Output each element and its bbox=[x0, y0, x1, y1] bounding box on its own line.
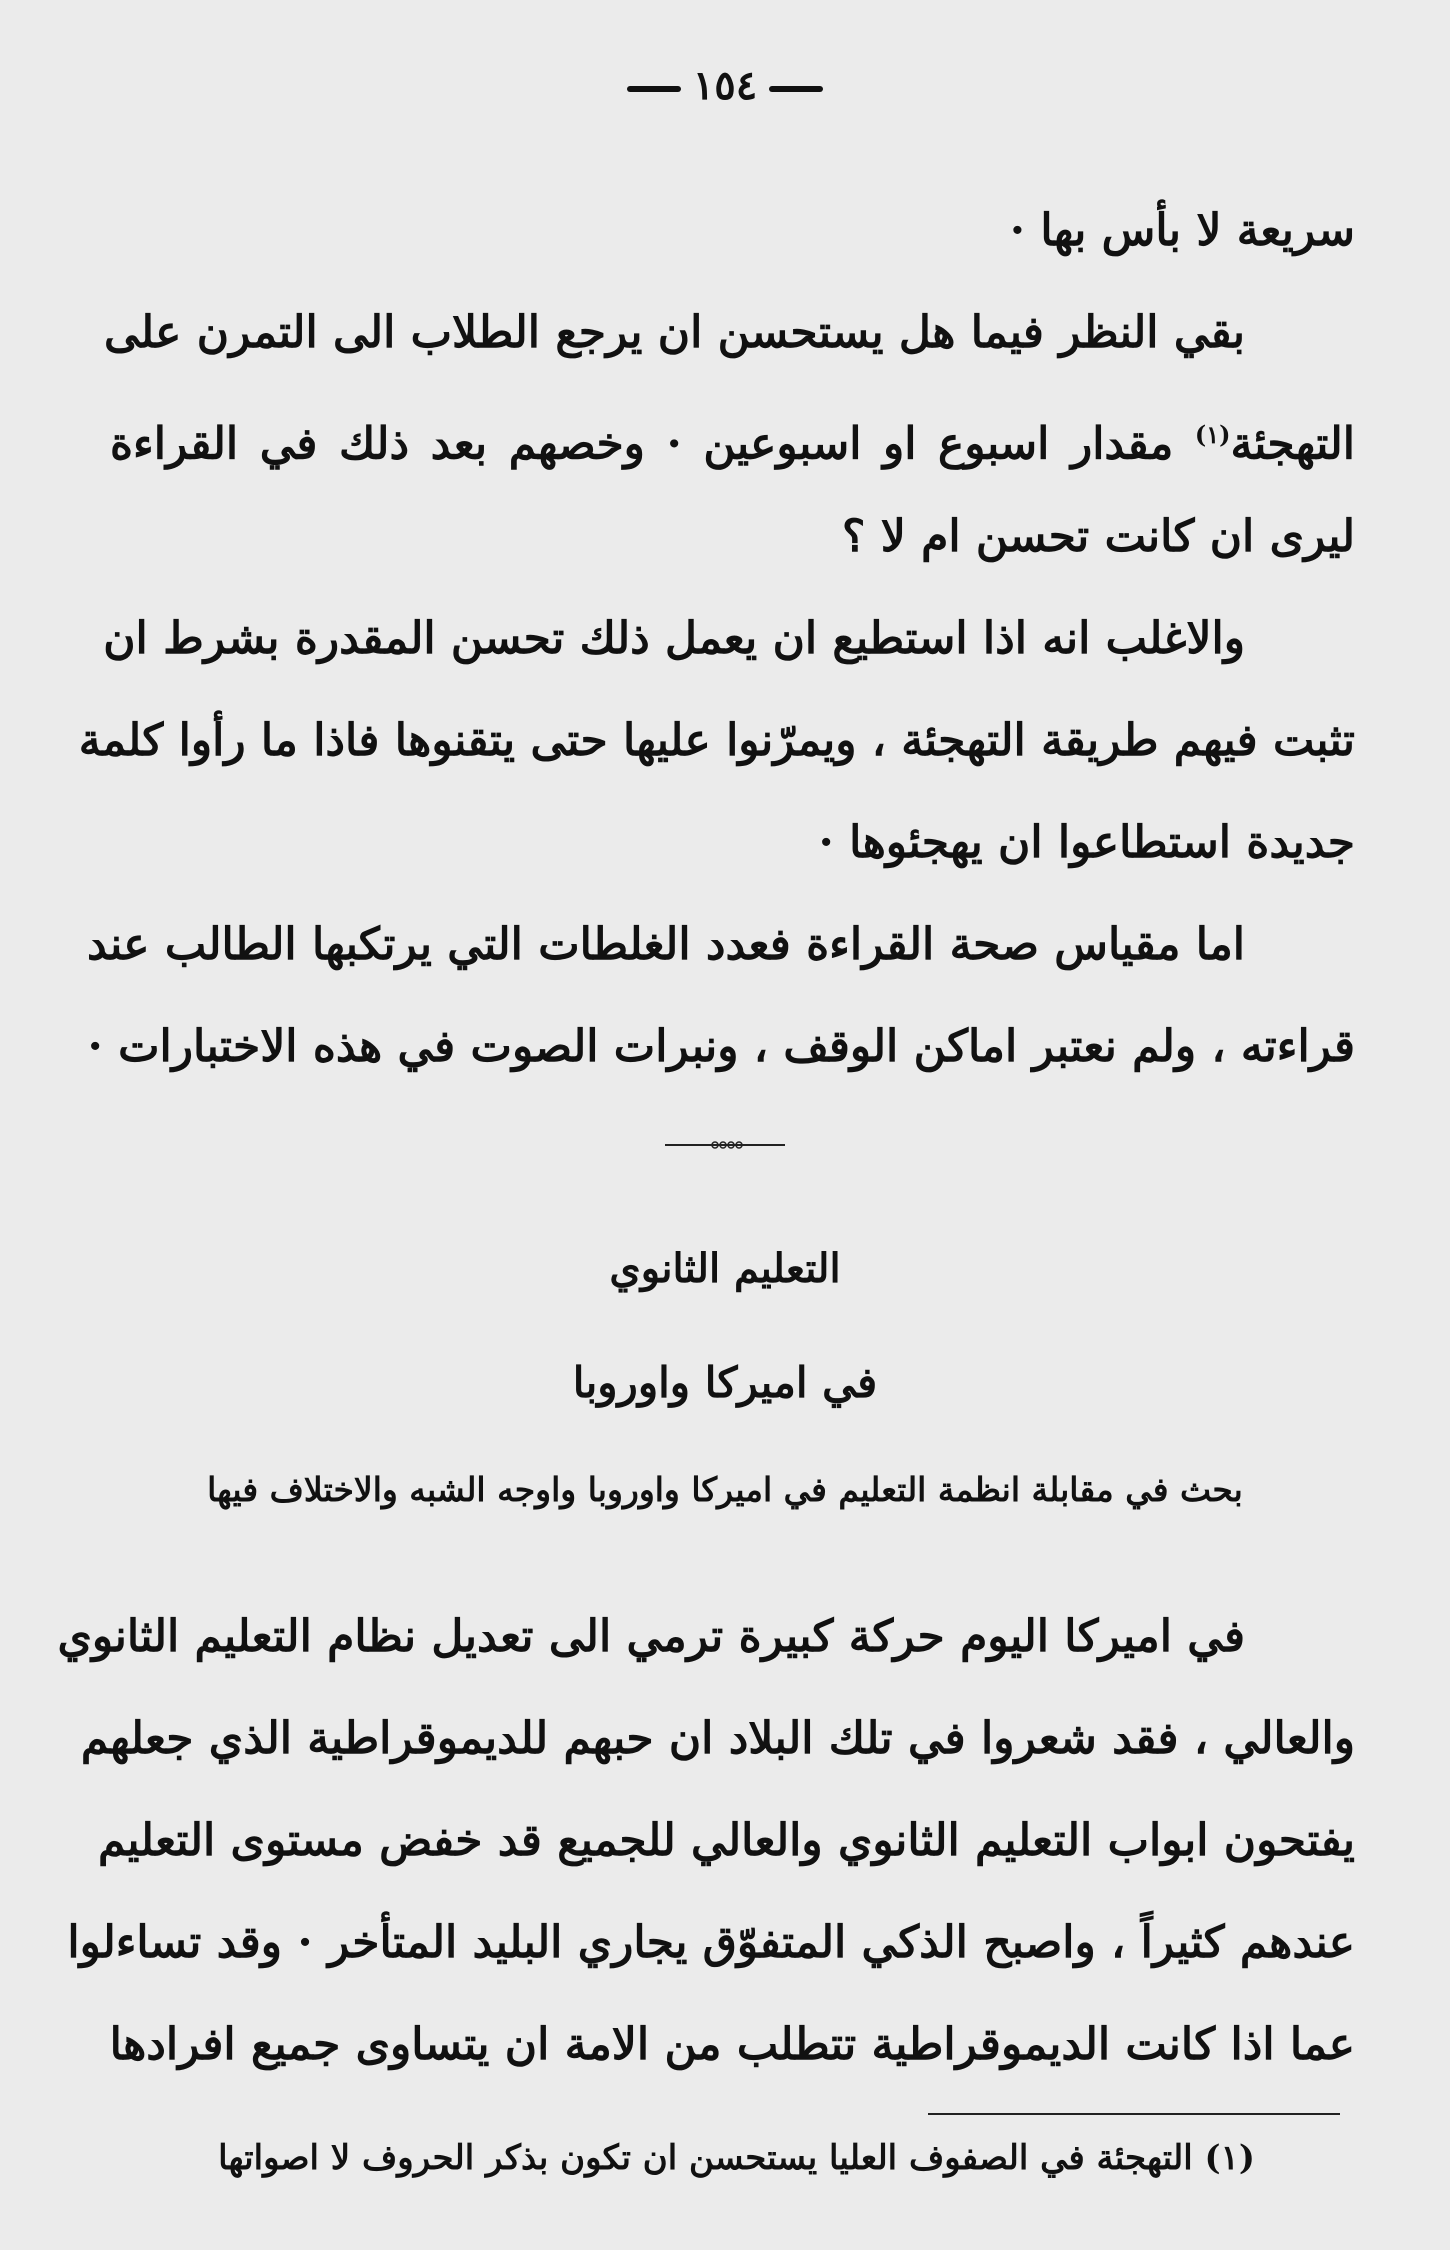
paragraph-text: مقدار اسبوع او اسبوعين · وخصهم بعد ذلك في القراءة bbox=[110, 418, 1195, 470]
paragraph-line: تثبت فيهم طريقة التهجئة ، ويمرّنوا عليها حتى يتقنوها فاذا ما رأوا كلمة bbox=[78, 715, 1355, 766]
paragraph-line: يفتحون ابواب التعليم الثانوي والعالي للجميع قد خفض مستوى التعليم bbox=[97, 1815, 1355, 1866]
paragraph-line: والاغلب انه اذا استطيع ان يعمل ذلك تحسن المقدرة بشرط ان bbox=[103, 613, 1245, 664]
page-number-dash-right bbox=[769, 86, 823, 92]
section-title: التعليم الثانوي bbox=[609, 1245, 841, 1292]
paragraph-line: قراءته ، ولم نعتبر اماكن الوقف ، ونبرات الصوت في هذه الاختبارات · bbox=[87, 1021, 1355, 1072]
footnote-separator bbox=[928, 2113, 1340, 2115]
section-divider-ornament bbox=[665, 1140, 785, 1150]
footnote: (١) التهجئة في الصفوف العليا يستحسن ان تكون بذكر الحروف لا اصواتها bbox=[218, 2138, 1255, 2178]
paragraph-line: عما اذا كانت الديموقراطية تتطلب من الامة ان يتساوى جميع افرادها bbox=[109, 2019, 1355, 2070]
section-subtitle: في اميركا واوروبا bbox=[572, 1358, 878, 1407]
paragraph-line: والعالي ، فقد شعروا في تلك البلاد ان حبهم للديموقراطية الذي جعلهم bbox=[80, 1713, 1355, 1764]
bottom-passage bbox=[57, 1586, 1355, 2096]
paragraph-line: ليرى ان كانت تحسن ام لا ؟ bbox=[842, 511, 1355, 562]
paragraph-line bbox=[110, 384, 1355, 486]
page-number bbox=[0, 62, 1450, 109]
section-summary: بحث في مقابلة انظمة التعليم في اميركا واوروبا واوجه الشبه والاختلاف فيها bbox=[207, 1470, 1243, 1509]
paragraph-line: بقي النظر فيما هل يستحسن ان يرجع الطلاب الى التمرن على bbox=[103, 307, 1245, 358]
paragraph-line: في اميركا اليوم حركة كبيرة ترمي الى تعديل نظام التعليم الثانوي bbox=[57, 1611, 1245, 1662]
top-passage bbox=[78, 180, 1355, 1098]
paragraph-line: سريعة لا بأس بها · bbox=[1009, 205, 1355, 256]
footnote-reference: (١) bbox=[1194, 420, 1231, 449]
page-number-dash-left bbox=[627, 86, 681, 92]
page-number-value: ١٥٤ bbox=[692, 62, 758, 109]
paragraph-text: التهجئة bbox=[1230, 418, 1355, 470]
paragraph-line: جديدة استطاعوا ان يهجئوها · bbox=[818, 817, 1355, 868]
paragraph-line: عندهم كثيراً ، واصبح الذكي المتفوّق يجاري البليد المتأخر · وقد تساءلوا bbox=[67, 1917, 1355, 1968]
paragraph-line: اما مقياس صحة القراءة فعدد الغلطات التي يرتكبها الطالب عند bbox=[86, 919, 1245, 970]
